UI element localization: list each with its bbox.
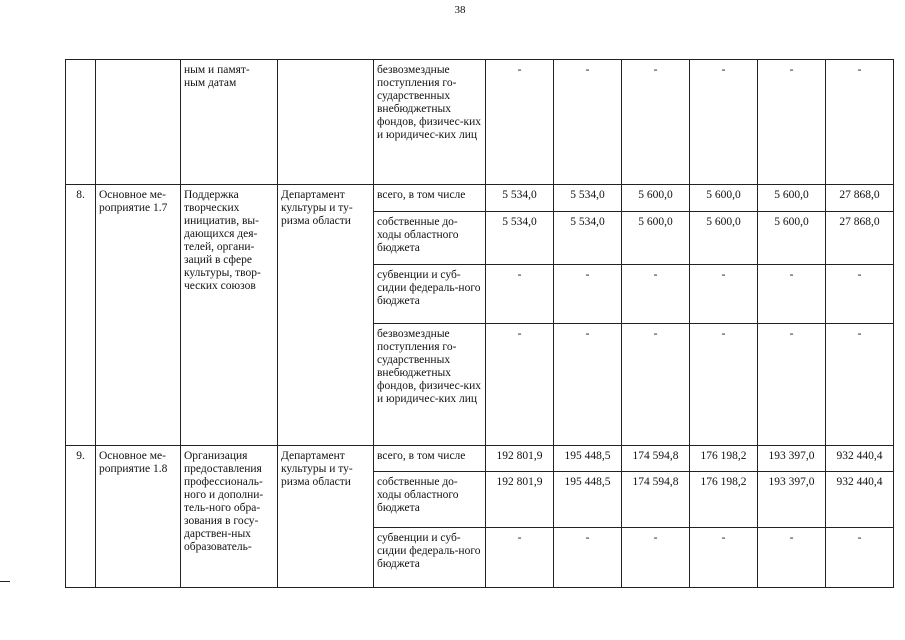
value-cell: 5 600,0 [622, 185, 690, 212]
value-cell: - [690, 265, 758, 324]
event-name-cell: Поддержка творческих инициатив, вы-дающихся дея-телей, органи-заций в сфере культуры, твор-ческих союзов [181, 185, 278, 446]
row-number-cell: 9. [66, 446, 96, 588]
value-cell: 932 440,4 [826, 472, 894, 528]
row-number-cell [66, 60, 96, 185]
value-cell: - [622, 324, 690, 446]
executor-cell [278, 60, 374, 185]
value-cell: 192 801,9 [486, 472, 554, 528]
value-cell: - [758, 528, 826, 588]
value-cell: 5 600,0 [690, 212, 758, 265]
value-cell: - [826, 60, 894, 185]
value-cell: - [826, 324, 894, 446]
value-cell: - [826, 528, 894, 588]
table-row [66, 446, 894, 472]
value-cell: - [758, 324, 826, 446]
source-cell: собственные до-ходы областного бюджета [374, 472, 486, 528]
source-cell: безвозмездные поступления го-сударственных внебюджетных фондов, физичес-ких и юридичес-ких лиц [374, 60, 486, 185]
value-cell: 195 448,5 [554, 446, 622, 472]
value-cell: 5 534,0 [554, 185, 622, 212]
measure-cell: Основное ме-роприятие 1.7 [96, 185, 181, 446]
value-cell: 192 801,9 [486, 446, 554, 472]
source-cell: безвозмездные поступления го-сударственных внебюджетных фондов, физичес-ких и юридичес-ких лиц [374, 324, 486, 446]
value-cell: 5 534,0 [486, 185, 554, 212]
value-cell: 174 594,8 [622, 472, 690, 528]
value-cell: - [622, 265, 690, 324]
value-cell: - [554, 60, 622, 185]
margin-mark [0, 581, 10, 582]
source-cell: всего, в том числе [374, 185, 486, 212]
source-cell: собственные до-ходы областного бюджета [374, 212, 486, 265]
value-cell: 27 868,0 [826, 185, 894, 212]
value-cell: - [554, 324, 622, 446]
value-cell: - [758, 60, 826, 185]
value-cell: - [622, 528, 690, 588]
value-cell: - [758, 265, 826, 324]
value-cell: 5 534,0 [486, 212, 554, 265]
table-row [66, 60, 894, 185]
value-cell: 5 600,0 [758, 185, 826, 212]
value-cell: - [486, 324, 554, 446]
value-cell: 193 397,0 [758, 472, 826, 528]
value-cell: 932 440,4 [826, 446, 894, 472]
value-cell: - [554, 265, 622, 324]
source-cell: субвенции и суб-сидии федераль-ного бюджета [374, 528, 486, 588]
event-name-cell: Организация предоставления профессиональ-ного и дополни-тель-ного обра-зования в госу-дарствен-ных образователь- [181, 446, 278, 588]
measure-cell: Основное ме-роприятие 1.8 [96, 446, 181, 588]
source-cell: всего, в том числе [374, 446, 486, 472]
value-cell: - [554, 528, 622, 588]
value-cell: 5 600,0 [690, 185, 758, 212]
budget-table [65, 59, 894, 588]
value-cell: - [690, 60, 758, 185]
table-row [66, 185, 894, 212]
value-cell: 193 397,0 [758, 446, 826, 472]
value-cell: 176 198,2 [690, 446, 758, 472]
value-cell: 174 594,8 [622, 446, 690, 472]
value-cell: - [690, 528, 758, 588]
page-number: 38 [454, 4, 466, 16]
value-cell: 27 868,0 [826, 212, 894, 265]
value-cell: - [690, 324, 758, 446]
event-name-cell [181, 60, 278, 185]
executor-cell: Департамент культуры и ту-ризма области [278, 185, 374, 446]
executor-cell: Департамент культуры и ту-ризма области [278, 446, 374, 588]
value-cell: - [486, 528, 554, 588]
value-cell: - [622, 60, 690, 185]
value-cell: 176 198,2 [690, 472, 758, 528]
value-cell: 5 534,0 [554, 212, 622, 265]
measure-cell [96, 60, 181, 185]
value-cell: - [486, 60, 554, 185]
value-cell: - [486, 265, 554, 324]
value-cell: 5 600,0 [758, 212, 826, 265]
value-cell: 5 600,0 [622, 212, 690, 265]
value-cell: 195 448,5 [554, 472, 622, 528]
row-number-cell: 8. [66, 185, 96, 446]
value-cell: - [826, 265, 894, 324]
source-cell: субвенции и суб-сидии федераль-ного бюджета [374, 265, 486, 324]
event-name: ным и памят- ным датам [184, 64, 250, 89]
